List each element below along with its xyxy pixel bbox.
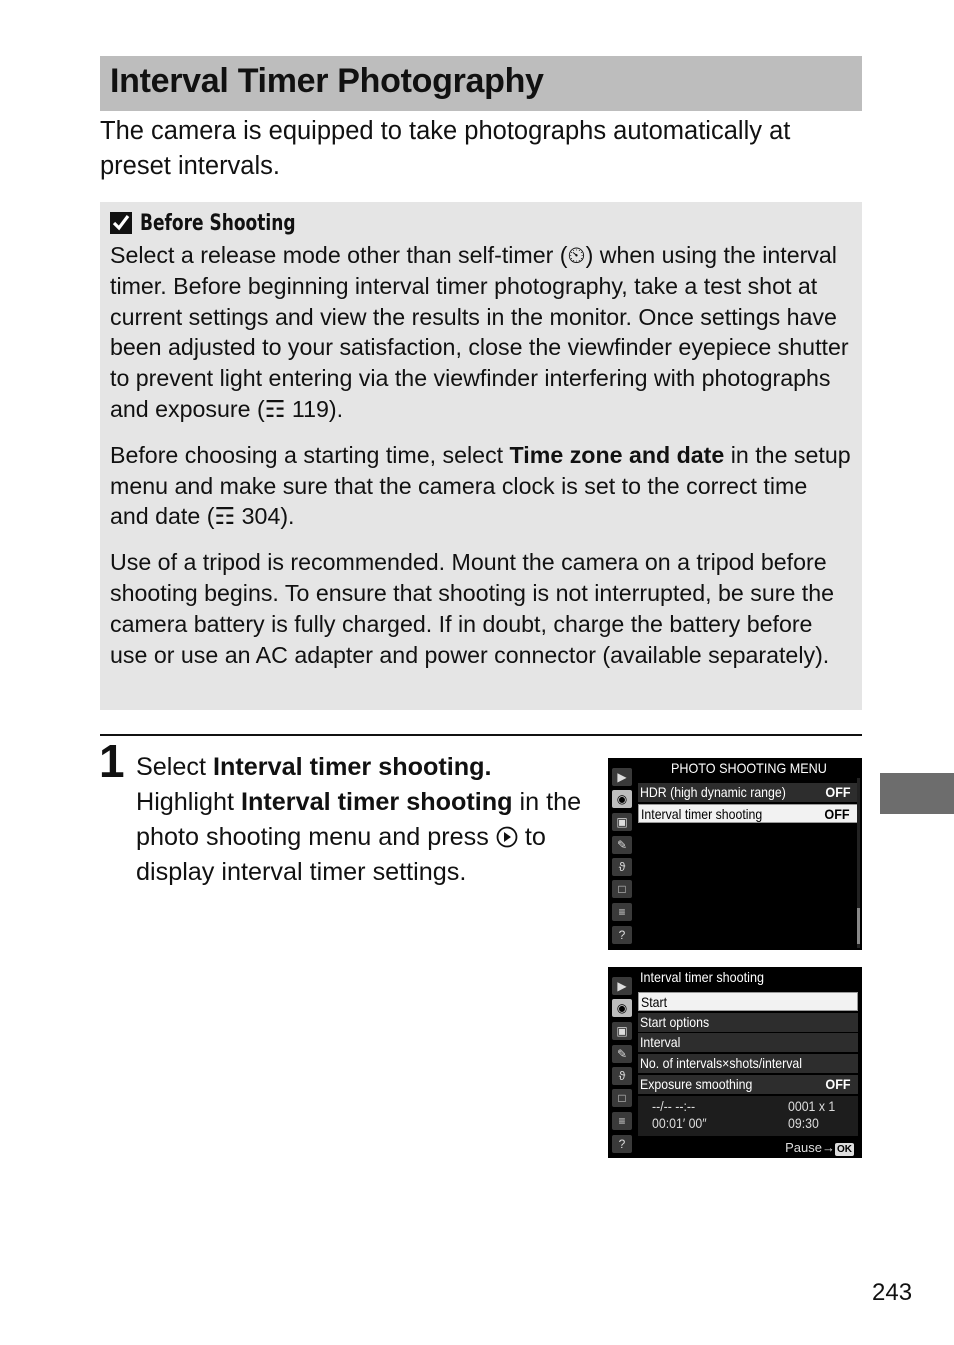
- menu-item-value: OFF: [824, 806, 850, 822]
- before-shooting-note: [100, 202, 862, 710]
- menu-item-interval-timer-shooting[interactable]: [638, 804, 858, 823]
- menu-tab-column: [610, 758, 634, 950]
- help-icon: ?: [612, 926, 632, 944]
- movie-icon: ▣: [612, 813, 632, 831]
- retouch-icon: □: [612, 1089, 632, 1107]
- section-divider: [100, 734, 862, 736]
- note-paragraph-2: [110, 440, 852, 532]
- pencil-icon: ✎: [612, 836, 632, 854]
- menu-item-interval[interactable]: [638, 1033, 858, 1052]
- page-number: 243: [872, 1279, 913, 1306]
- step-body-prefix: Highlight: [136, 788, 242, 816]
- help-icon: ?: [612, 1135, 632, 1153]
- menu-item-number-of-intervals[interactable]: [638, 1054, 858, 1073]
- menu-item-value: OFF: [825, 784, 851, 800]
- check-icon: [110, 212, 132, 234]
- pause-label: Pause→: [785, 1140, 835, 1155]
- ok-button-icon: [496, 826, 518, 848]
- note-p2-before: Before choosing a starting time, select: [110, 441, 510, 468]
- step-instruction: [136, 750, 596, 890]
- menu-tab-column: [610, 967, 634, 1158]
- intro-paragraph: The camera is equipped to take photographs automatically at preset intervals.: [100, 117, 791, 180]
- start-time-readout: --/-- --:--: [652, 1098, 696, 1114]
- playback-icon: ▶: [612, 977, 632, 995]
- page-title: Interval Timer Photography: [110, 62, 544, 100]
- step-number: 1: [99, 735, 125, 787]
- note-paragraph-1: Select a release mode other than self-timer (⏲) when using the interval timer. Before beginning interval timer photography, take a test shot at current settings and view the results in the monitor. Once settings have been adjusted to your satisfaction, close the viewfinder eyepiece shutter to prevent light entering via the viewfinder interfering with photographs and exposure (☶ 119).: [110, 242, 849, 422]
- my-menu-icon: ≡: [612, 1112, 632, 1130]
- menu-item-start-options[interactable]: [638, 1013, 858, 1032]
- menu-item-label: Start: [641, 994, 668, 1010]
- retouch-icon: □: [612, 880, 632, 898]
- menu-item-hdr[interactable]: [638, 783, 858, 802]
- clock-readout: 09:30: [788, 1115, 819, 1131]
- scrollbar[interactable]: [857, 908, 860, 944]
- screen2-title: Interval timer shooting: [640, 969, 764, 985]
- playback-icon: ▶: [612, 768, 632, 786]
- menu-item-exposure-smoothing[interactable]: [638, 1075, 858, 1094]
- menu-item-start[interactable]: [638, 992, 858, 1011]
- menu-item-label: HDR (high dynamic range): [640, 784, 786, 800]
- interval-readout: 00:01′ 00″: [652, 1115, 707, 1131]
- note-paragraph-3: Use of a tripod is recommended. Mount the camera on a tripod before shooting begins. To ensure that shooting is not interrupted, be sure the camera battery is fully charged. If in doubt, charge the battery before use or use an AC adapter and power connector (available separately).: [110, 549, 835, 668]
- menu-item-label: Exposure smoothing: [640, 1076, 753, 1092]
- heading-bar: [100, 56, 862, 111]
- photo-shooting-menu-screen: [608, 758, 862, 950]
- ok-badge: OK: [837, 1144, 852, 1155]
- screen1-title: PHOTO SHOOTING MENU: [671, 760, 827, 776]
- menu-item-label: Interval timer shooting: [641, 806, 763, 822]
- interval-timer-screen: [608, 967, 862, 1158]
- wrench-icon: ϑ: [612, 858, 632, 876]
- movie-icon: ▣: [612, 1022, 632, 1040]
- step-body-bold: Interval timer shooting: [241, 788, 513, 816]
- note-p2-bold: Time zone and date: [509, 441, 725, 468]
- camera-icon: ◉: [612, 790, 632, 808]
- step-body-suffix: to display interval timer settings.: [136, 823, 546, 886]
- menu-item-label: Start options: [640, 1014, 710, 1030]
- menu-item-label: Interval: [640, 1034, 681, 1050]
- step-body-mid: in the photo shooting menu and press: [136, 788, 582, 851]
- step-line1-prefix: Select: [136, 753, 214, 781]
- pencil-icon: ✎: [612, 1045, 632, 1063]
- menu-item-value: OFF: [825, 1076, 851, 1092]
- menu-item-label: No. of intervals×shots/interval: [640, 1055, 802, 1071]
- note-title-text: Before Shooting: [140, 210, 296, 236]
- my-menu-icon: ≡: [612, 903, 632, 921]
- shot-count-readout: 0001 x 1: [788, 1098, 836, 1114]
- wrench-icon: ϑ: [612, 1067, 632, 1085]
- interval-info-panel: [638, 1096, 858, 1136]
- note-p2-after: in the setup menu and make sure that the camera clock is set to the correct time and date (☶ 304).: [110, 441, 851, 530]
- camera-icon: ◉: [612, 999, 632, 1017]
- note-title: [110, 206, 852, 240]
- pause-hint: [785, 1140, 854, 1156]
- step-line1-bold: Interval timer shooting.: [213, 753, 492, 781]
- chapter-tab: [880, 773, 954, 814]
